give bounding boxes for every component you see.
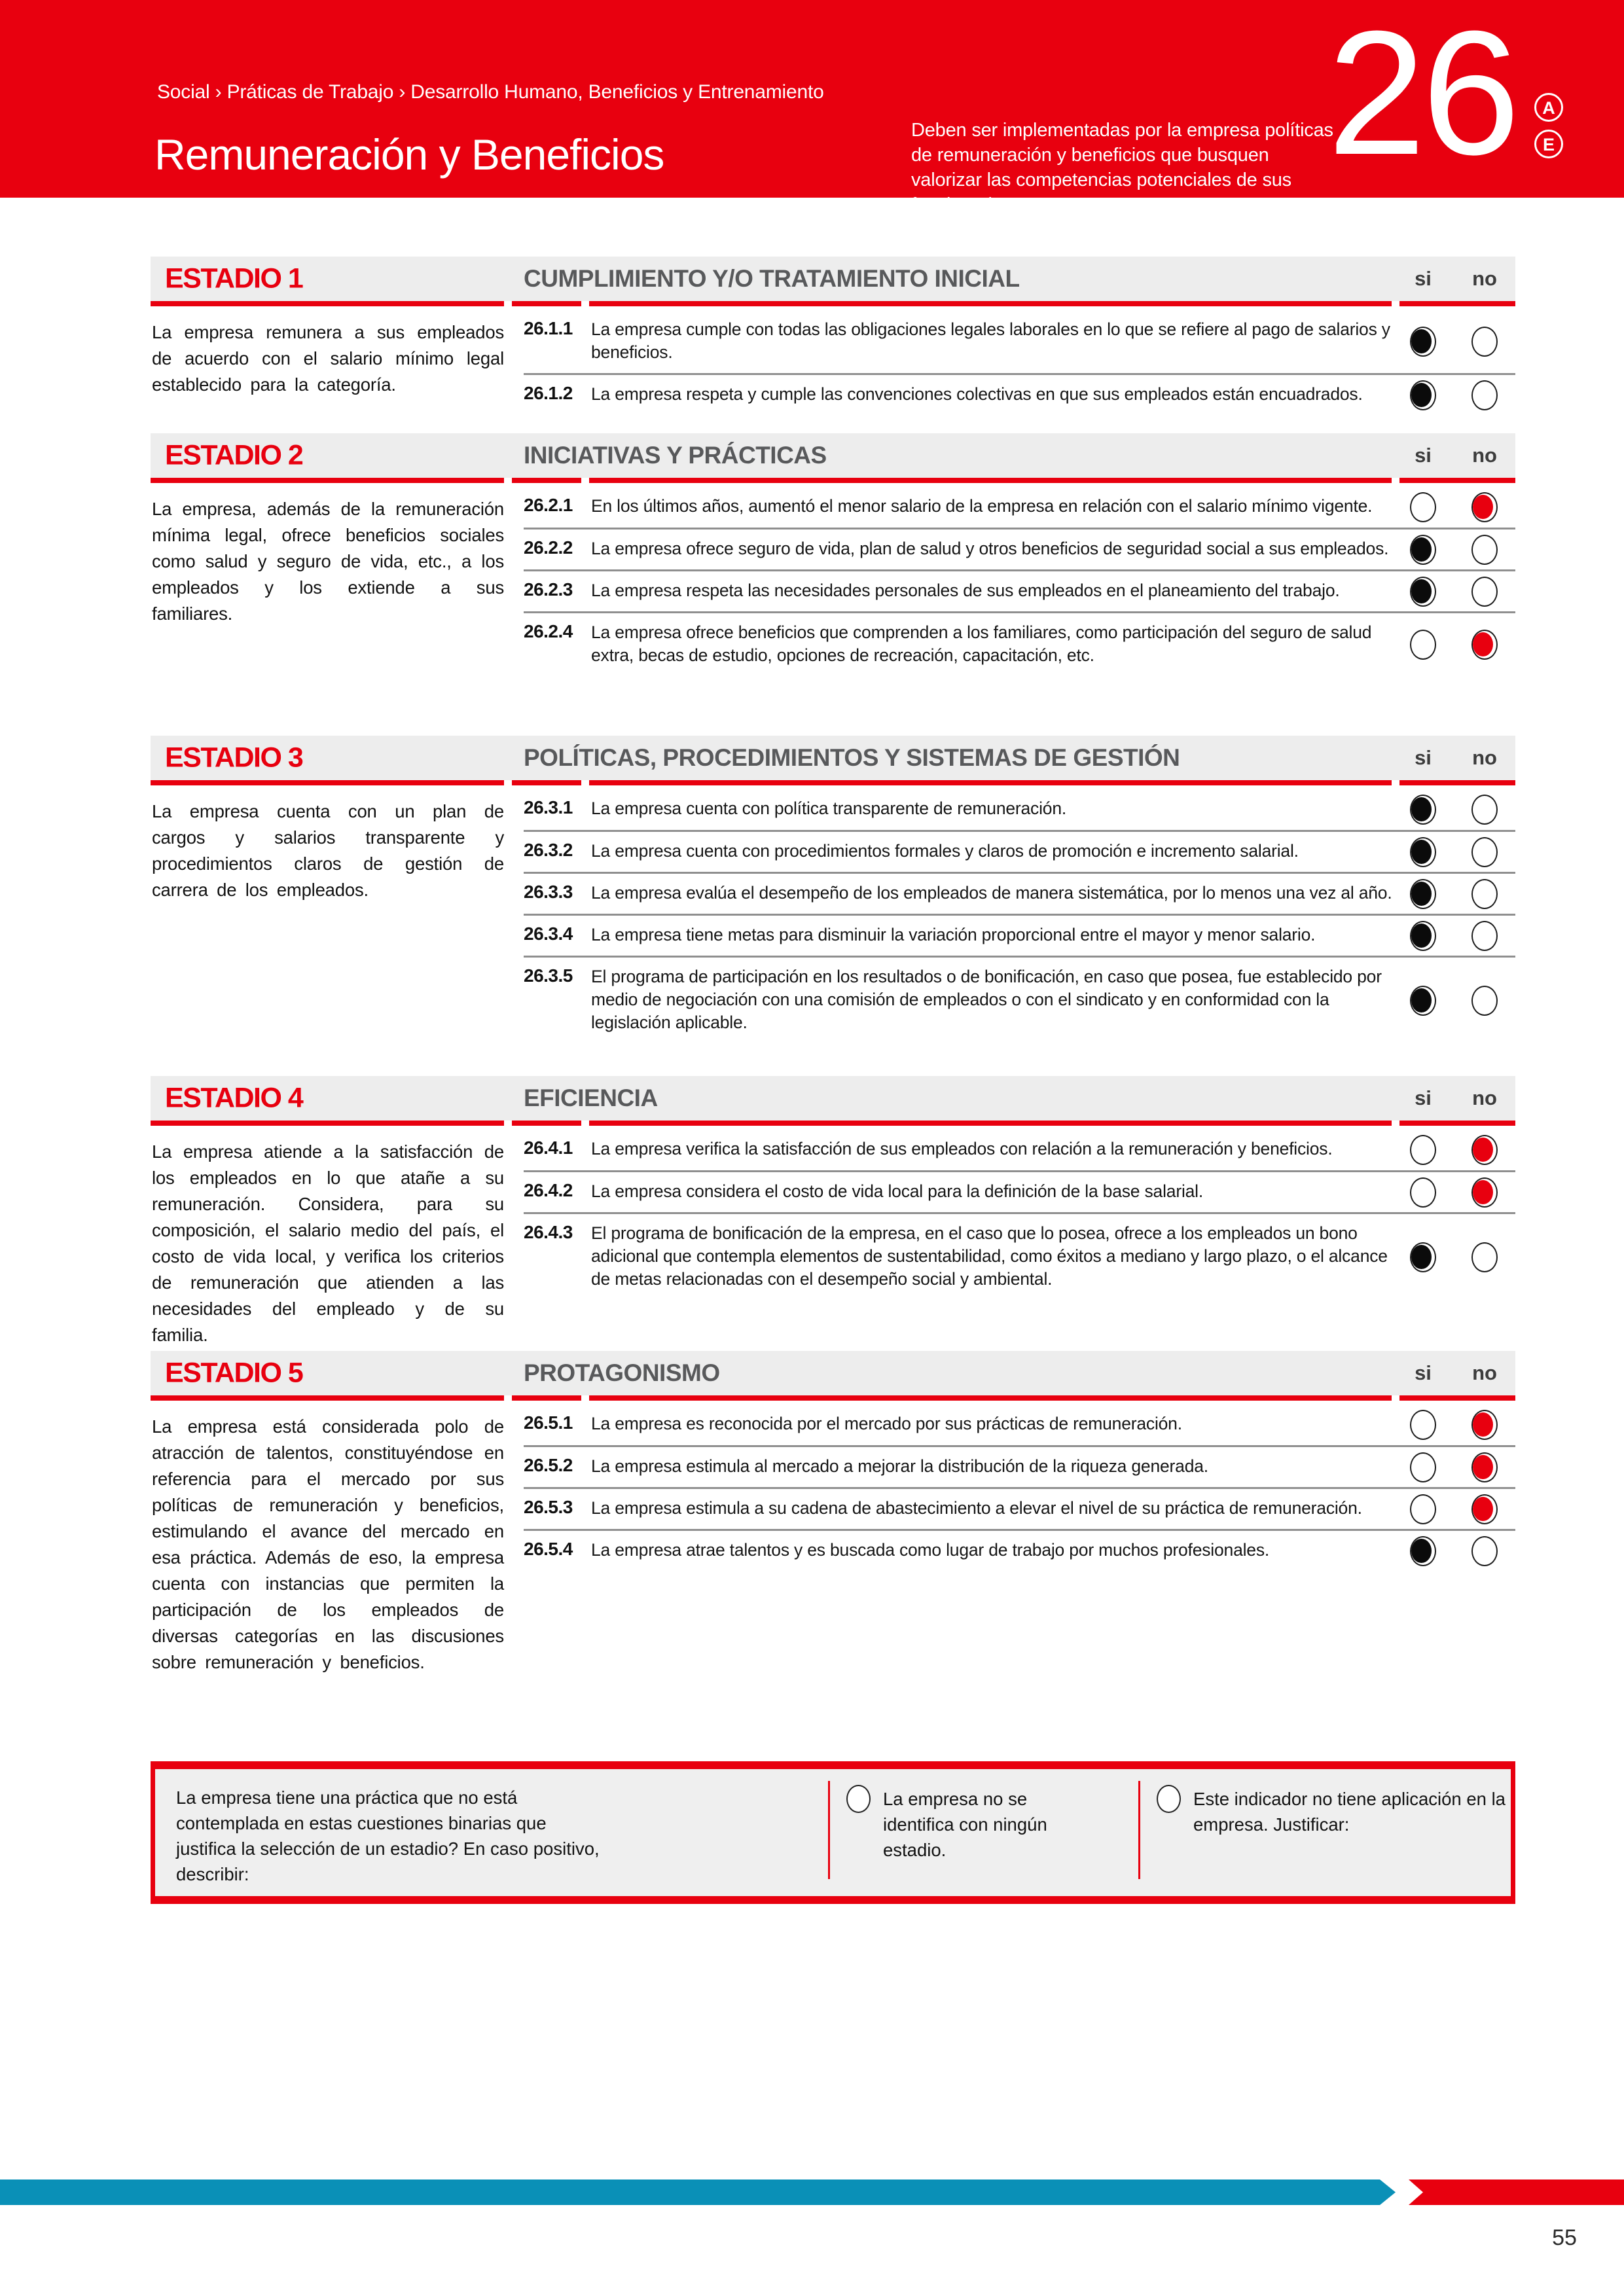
question-text: En los últimos años, aumentó el menor salario de la empresa en relación con el salario mínimo vigente. <box>591 496 1373 516</box>
question-list <box>524 789 1515 1043</box>
stage-description: La empresa atiende a la satisfacción de los empleados en lo que atañe a su remuneración. Considera, para su composición, el salario medio del país, el costo de vida local, y verifica los criterios de remuneración que atienden a las necesidades del empleado y de su familia. <box>152 1141 504 1345</box>
section-header <box>151 1076 1515 1121</box>
section-underline <box>512 478 581 483</box>
radio-si[interactable] <box>1410 921 1436 951</box>
radio-si[interactable] <box>1410 986 1436 1016</box>
radio-no[interactable] <box>1471 535 1498 565</box>
radio-no[interactable] <box>1471 879 1498 909</box>
section-title: EFICIENCIA <box>524 1085 658 1111</box>
section-underline <box>1399 301 1515 306</box>
radio-mark <box>1411 383 1432 407</box>
breadcrumb: Social › Práticas de Trabajo › Desarrollo Humano, Beneficios y Entrenamiento <box>157 81 824 103</box>
radio-mark <box>1411 1539 1432 1563</box>
column-label-si: si <box>1415 746 1432 769</box>
question-text: La empresa estimula al mercado a mejorar la distribución de la riqueza generada. <box>591 1456 1208 1476</box>
stage-label: ESTADIO 2 <box>165 439 303 471</box>
question-number: 26.3.3 <box>524 882 573 902</box>
column-label-si: si <box>1415 1361 1432 1384</box>
question-text: La empresa verifica la satisfacción de sus empleados con relación a la remuneración y beneficios. <box>591 1139 1333 1158</box>
question-row <box>524 789 1515 830</box>
stage-label: ESTADIO 4 <box>165 1082 303 1114</box>
question-text: La empresa respeta las necesidades personales de sus empleados en el planeamiento del trabajo. <box>591 581 1340 600</box>
radio-no[interactable] <box>1471 837 1498 867</box>
radio-mark <box>1473 1412 1493 1437</box>
column-label-no: no <box>1472 1086 1497 1109</box>
question-number: 26.5.3 <box>524 1497 573 1517</box>
question-text: La empresa tiene metas para disminuir la variación proporcional entre el mayor y menor salario. <box>591 925 1316 944</box>
radio-not-applicable[interactable] <box>1157 1785 1181 1813</box>
section-header <box>151 1351 1515 1395</box>
question-number: 26.2.2 <box>524 537 573 558</box>
stage-label: ESTADIO 1 <box>165 262 303 295</box>
additional-practice-question: La empresa tiene una práctica que no está contemplada en estas cuestiones binarias que justifica la selección de un estadio? En caso positivo, describir: <box>176 1787 600 1884</box>
stage-description: La empresa remunera a sus empleados de acuerdo con el salario mínimo legal establecido para la categoría. <box>152 322 504 395</box>
radio-no[interactable] <box>1471 380 1498 410</box>
column-label-no: no <box>1472 746 1497 769</box>
section-header <box>151 736 1515 780</box>
indicator-number: 26 <box>1327 0 1517 192</box>
radio-no[interactable] <box>1471 795 1498 825</box>
box-divider <box>828 1781 830 1879</box>
radio-si[interactable] <box>1410 577 1436 607</box>
question-number: 26.4.1 <box>524 1138 573 1158</box>
question-row <box>524 611 1515 676</box>
radio-si[interactable] <box>1410 535 1436 565</box>
question-text: La empresa ofrece seguro de vida, plan de salud y otros beneficios de seguridad social a sus empleados. <box>591 539 1389 558</box>
radio-no[interactable] <box>1471 1494 1498 1524</box>
column-label-no: no <box>1472 444 1497 467</box>
section-title: PROTAGONISMO <box>524 1359 720 1386</box>
section-estadio-2 <box>151 433 1515 736</box>
question-number: 26.2.3 <box>524 579 573 600</box>
radio-no-stage[interactable] <box>846 1785 871 1813</box>
section-underline <box>151 301 504 306</box>
stage-description: La empresa está considerada polo de atracción de talentos, constituyéndose en referencia para el mercado por sus políticas de remuneración y beneficios, estimulando el avance del mercado en esa práctica. Además de eso, la empresa cuenta con instancias que permiten la participación de los empleados de diversas categorías en las discusiones sobre remuneración y beneficios. <box>152 1416 504 1672</box>
radio-mark <box>1411 882 1432 906</box>
radio-mark <box>1411 537 1432 562</box>
question-number: 26.3.5 <box>524 965 573 986</box>
stage-label: ESTADIO 3 <box>165 742 303 774</box>
question-row <box>524 487 1515 528</box>
radio-no[interactable] <box>1471 1135 1498 1165</box>
radio-mark <box>1473 1497 1493 1521</box>
section-underline <box>589 780 1392 785</box>
radio-no[interactable] <box>1471 327 1498 357</box>
radio-mark <box>1473 495 1493 519</box>
question-row <box>524 1445 1515 1487</box>
badge-a-icon: A <box>1534 93 1563 122</box>
question-list <box>524 310 1515 415</box>
question-number: 26.2.4 <box>524 621 573 641</box>
question-row <box>524 872 1515 914</box>
question-number: 26.2.1 <box>524 495 573 515</box>
section-underline <box>512 1395 581 1401</box>
radio-mark <box>1473 1180 1493 1204</box>
question-number: 26.4.3 <box>524 1222 573 1242</box>
question-text: El programa de participación en los resultados o de bonificación, en caso que posea, fue establecido por medio de negociación con una comisión de empleados o con el sindicato y en conformidad con la legislación aplicable. <box>591 967 1382 1032</box>
section-header <box>151 433 1515 478</box>
question-number: 26.1.2 <box>524 383 573 403</box>
radio-no[interactable] <box>1471 1410 1498 1440</box>
radio-no[interactable] <box>1471 1242 1498 1272</box>
radio-si[interactable] <box>1410 837 1436 867</box>
radio-no[interactable] <box>1471 630 1498 660</box>
question-row <box>524 569 1515 611</box>
section-underline <box>1399 780 1515 785</box>
additional-practice-box <box>151 1761 1515 1904</box>
radio-si[interactable] <box>1410 327 1436 357</box>
question-list <box>524 487 1515 676</box>
question-row <box>524 1170 1515 1212</box>
question-number: 26.3.4 <box>524 924 573 944</box>
radio-mark <box>1473 632 1493 656</box>
question-row <box>524 956 1515 1043</box>
question-row <box>524 528 1515 569</box>
radio-no[interactable] <box>1471 577 1498 607</box>
radio-si[interactable] <box>1410 1536 1436 1566</box>
radio-si[interactable] <box>1410 1452 1436 1482</box>
radio-mark <box>1411 988 1432 1013</box>
footer-blue-arrow <box>0 2179 1396 2205</box>
option-not-applicable-label: Este indicador no tiene aplicación en la empresa. Justificar: <box>1193 1789 1506 1835</box>
question-text: La empresa atrae talentos y es buscada como lugar de trabajo por muchos profesionales. <box>591 1540 1270 1560</box>
question-row <box>524 373 1515 415</box>
section-header <box>151 257 1515 301</box>
question-number: 26.4.2 <box>524 1180 573 1200</box>
section-estadio-3 <box>151 736 1515 1076</box>
question-text: El programa de bonificación de la empresa, en el caso que lo posea, ofrece a los empleados un bono adicional que contempla elementos de sustentabilidad, como éxitos a mediano y largo plazo, o el alcance de metas relacionadas con el desempeño social y ambiental. <box>591 1223 1388 1289</box>
page-number: 55 <box>1552 2225 1577 2250</box>
radio-mark <box>1411 840 1432 864</box>
section-estadio-5 <box>151 1351 1515 1761</box>
question-row <box>524 830 1515 872</box>
radio-si[interactable] <box>1410 879 1436 909</box>
radio-no[interactable] <box>1471 921 1498 951</box>
radio-mark <box>1473 1455 1493 1479</box>
radio-no[interactable] <box>1471 1452 1498 1482</box>
radio-si[interactable] <box>1410 1410 1436 1440</box>
stage-description: La empresa cuenta con un plan de cargos y salarios transparente y procedimientos claros de gestión de carrera de los empleados. <box>152 801 504 900</box>
question-row <box>524 310 1515 373</box>
section-underline <box>512 780 581 785</box>
header-banner <box>0 0 1624 215</box>
option-no-stage-label: La empresa no se identifica con ningún estadio. <box>883 1789 1047 1860</box>
column-label-si: si <box>1415 267 1432 290</box>
question-text: La empresa estimula a su cadena de abastecimiento a elevar el nivel de su práctica de remuneración. <box>591 1498 1362 1518</box>
section-underline <box>589 478 1392 483</box>
section-underline <box>151 478 504 483</box>
section-underline <box>1399 1121 1515 1126</box>
radio-no[interactable] <box>1471 1177 1498 1208</box>
section-estadio-4 <box>151 1076 1515 1351</box>
question-number: 26.5.4 <box>524 1539 573 1559</box>
radio-si[interactable] <box>1410 380 1436 410</box>
radio-no[interactable] <box>1471 1536 1498 1566</box>
radio-si[interactable] <box>1410 795 1436 825</box>
footer-red-arrow <box>1409 2179 1624 2205</box>
section-underline <box>151 1395 504 1401</box>
section-underline <box>512 1121 581 1126</box>
radio-si[interactable] <box>1410 1242 1436 1272</box>
section-underline <box>512 301 581 306</box>
radio-si[interactable] <box>1410 492 1436 522</box>
question-row <box>524 1529 1515 1571</box>
question-number: 26.3.2 <box>524 840 573 860</box>
column-label-si: si <box>1415 444 1432 467</box>
radio-si[interactable] <box>1410 630 1436 660</box>
indicator-description: Deben ser implementadas por la empresa políticas de remuneración y beneficios que busquen valorizar las competencias potenciales de sus funcionarios. <box>911 120 1333 215</box>
section-title: POLÍTICAS, PROCEDIMIENTOS Y SISTEMAS DE GESTIÓN <box>524 744 1180 771</box>
question-row <box>524 1212 1515 1300</box>
radio-no[interactable] <box>1471 986 1498 1016</box>
radio-mark <box>1411 1245 1432 1269</box>
question-text: La empresa evalúa el desempeño de los empleados de manera sistemática, por lo menos una vez al año. <box>591 883 1392 903</box>
radio-si[interactable] <box>1410 1135 1436 1165</box>
section-underline <box>151 1121 504 1126</box>
radio-no[interactable] <box>1471 492 1498 522</box>
radio-si[interactable] <box>1410 1494 1436 1524</box>
question-number: 26.5.1 <box>524 1412 573 1433</box>
radio-mark <box>1411 797 1432 821</box>
question-text: La empresa es reconocida por el mercado por sus prácticas de remuneración. <box>591 1414 1182 1433</box>
stage-description: La empresa, además de la remuneración mínima legal, ofrece beneficios sociales como salud y seguro de vida, etc., a los empleados y los extiende a sus familiares. <box>152 499 504 624</box>
section-underline <box>589 1395 1392 1401</box>
question-number: 26.5.2 <box>524 1455 573 1475</box>
question-text: La empresa cumple con todas las obligaciones legales laborales en lo que se refiere al pago de salarios y beneficios. <box>591 319 1390 362</box>
section-underline <box>1399 1395 1515 1401</box>
question-text: La empresa ofrece beneficios que comprenden a los familiares, como participación del seguro de salud extra, becas de estudio, opciones de recreación, capacitación, etc. <box>591 622 1372 665</box>
stage-label: ESTADIO 5 <box>165 1357 303 1389</box>
radio-mark <box>1473 1138 1493 1162</box>
section-estadio-1 <box>151 257 1515 433</box>
section-underline <box>589 301 1392 306</box>
question-row <box>524 1130 1515 1170</box>
page-title: Remuneración y Beneficios <box>154 130 664 179</box>
question-row <box>524 1487 1515 1529</box>
question-text: La empresa respeta y cumple las convenciones colectivas en que sus empleados están encuadrados. <box>591 384 1363 404</box>
section-underline <box>589 1121 1392 1126</box>
radio-mark <box>1411 579 1432 603</box>
question-number: 26.3.1 <box>524 797 573 817</box>
question-list <box>524 1130 1515 1300</box>
section-title: INICIATIVAS Y PRÁCTICAS <box>524 442 827 469</box>
question-row <box>524 1405 1515 1445</box>
radio-mark <box>1411 329 1432 353</box>
column-label-no: no <box>1472 1361 1497 1384</box>
radio-si[interactable] <box>1410 1177 1436 1208</box>
section-title: CUMPLIMIENTO Y/O TRATAMIENTO INICIAL <box>524 265 1020 292</box>
question-list <box>524 1405 1515 1571</box>
box-divider <box>1138 1781 1140 1879</box>
column-label-no: no <box>1472 267 1497 290</box>
question-number: 26.1.1 <box>524 318 573 338</box>
section-underline <box>151 780 504 785</box>
column-label-si: si <box>1415 1086 1432 1109</box>
question-text: La empresa cuenta con política transparente de remuneración. <box>591 798 1067 818</box>
question-text: La empresa considera el costo de vida local para la definición de la base salarial. <box>591 1181 1204 1201</box>
badge-e-icon: E <box>1534 130 1563 158</box>
section-underline <box>1399 478 1515 483</box>
question-text: La empresa cuenta con procedimientos formales y claros de promoción e incremento salarial. <box>591 841 1299 861</box>
radio-mark <box>1411 924 1432 948</box>
question-row <box>524 914 1515 956</box>
